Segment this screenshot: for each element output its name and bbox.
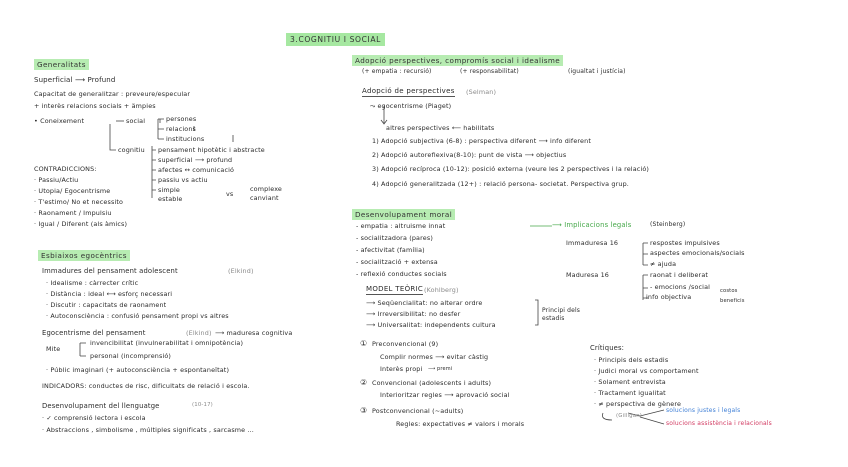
adopcio-stage: 4) Adopció generalitzada (12+) : relació persona- societat. Perspectiva grup.	[372, 180, 629, 188]
adopcio-sub-2: (+ responsabilitat)	[460, 68, 519, 75]
critica-item: · Solament entrevista	[594, 378, 666, 386]
preconvencional-item-1: Complir normes ⟶ evitar càstig	[380, 353, 489, 361]
moral-item: - reflexió conductes socials	[356, 270, 447, 278]
principi-estadis: Principi dels estadis	[542, 307, 581, 322]
contradiccio-item: · Passiu/Actiu	[34, 176, 79, 184]
immaduresa-item-1: respostes impulsives	[650, 239, 720, 247]
model-item-2: ⟶ Irreversibilitat: no desfer	[366, 310, 461, 318]
immadures-item: · Idealisme : càrrecter crític	[46, 279, 139, 287]
adopcio-sub-3: (igualtat i justícia)	[568, 68, 626, 75]
public-imaginari: · Públic imaginari (+ autoconsciència + espontaneïtat)	[46, 366, 230, 374]
immadures-title: Immadures del pensament adolescent	[42, 267, 178, 275]
model-teoric-title: MODEL TEÒRIC	[366, 285, 424, 293]
maduresa-item-2: - emocions /social	[650, 283, 711, 291]
critica-item: · Principis dels estadis	[594, 356, 669, 364]
cognitiu-item-5c: complexe	[250, 185, 283, 193]
model-teoric-source: (Kohlberg)	[424, 286, 459, 294]
preconvencional-title: Preconvencional (9)	[372, 340, 439, 348]
perspectives-title: Adopció de perspectives	[362, 87, 455, 95]
moral-item: - empatia : altruisme innat	[356, 222, 446, 230]
cognitiu-item-5a: simple	[158, 186, 180, 194]
heading-adopcio: Adopció perspectives, compromís social i idealisme	[352, 55, 563, 66]
gilligan-label: (Gilligan)	[616, 413, 643, 419]
maduresa-beneficis: beneficis	[720, 298, 745, 304]
coneixement-label: • Coneixement	[34, 117, 85, 125]
mite-label: Mite	[46, 345, 61, 353]
implicacions-title: ⟶ Implicacions legals	[552, 221, 632, 229]
immadures-source: (Elkind)	[228, 267, 254, 275]
relacions-label: relacions	[166, 125, 197, 133]
contradiccio-item: · Raonament / Impulsiu	[34, 209, 112, 217]
gilligan-item-2: solucions assistència i relacionals	[666, 420, 772, 427]
mite-item-1: invencibilitat (invulnerabilitat i omnipotència)	[90, 339, 244, 347]
preconvencional-item-3: ⟶ premi	[428, 366, 453, 372]
critica-item: · Judici moral vs comportament	[594, 367, 699, 375]
maduresa-item-3: info objectiva	[646, 293, 692, 301]
immadures-item: · Discutir : capacitats de raonament	[46, 301, 167, 309]
vs-label: vs	[226, 190, 234, 198]
immaduresa-item-3: ≠ ajuda	[650, 260, 677, 268]
cognitiu-item-2: superficial ⟶ profund	[158, 156, 233, 164]
immadures-item: · Distància : ideal ⟷ esforç necessari	[46, 290, 173, 298]
model-item-1: ⟶ Seqüencialitat: no alterar ordre	[366, 299, 483, 307]
convencional-item-1: Interioritzar regles ⟶ aprovació social	[380, 391, 510, 399]
heading-moral: Desenvolupament moral	[352, 209, 455, 220]
contradiccions-title: CONTRADICCIONS:	[34, 165, 97, 173]
model-item-3: ⟶ Universalitat: independents cultura	[366, 321, 496, 329]
stage-2-icon: ②	[360, 378, 368, 387]
immaduresa-item-2: aspectes emocionals/socials	[650, 249, 745, 257]
critica-item: · Tractament igualitat	[594, 389, 666, 397]
page-title: 3.COGNITIU I SOCIAL	[286, 33, 385, 46]
cognitiu-item-5d: canviant	[250, 194, 279, 202]
contradiccio-item: · Utopia/ Egocentrisme	[34, 187, 111, 195]
critica-item: · ≠ perspectiva de gènere	[594, 400, 682, 408]
heading-generalitats: Generalitats	[34, 59, 89, 70]
mite-item-2: personal (incomprensió)	[90, 352, 172, 360]
altres-perspectives: altres perspectives ⟵ habilitats	[386, 124, 495, 132]
stage-1-icon: ①	[360, 339, 368, 348]
perspectives-source: (Selman)	[466, 88, 497, 96]
cognitiu-item-4: passiu vs actiu	[158, 176, 208, 184]
adopcio-sub-1: (+ empatia : recursió)	[362, 68, 432, 75]
adopcio-stage: 3) Adopció recíproca (10-12): posició externa (veure les 2 perspectives i la relació)	[372, 165, 650, 173]
cognitiu-label: cognitiu	[118, 146, 145, 154]
llenguatge-item-2: · Abstraccions , simbolisme , múltiples significats , sarcasme ...	[42, 426, 254, 434]
adopcio-stage: 2) Adopció autoreflexiva(8-10): punt de vista ⟶ objectius	[372, 151, 567, 159]
egocentrisme-title: Egocentrisme del pensament	[42, 329, 146, 337]
persones-label: persones	[166, 115, 197, 123]
critiques-title: Crítiques:	[590, 344, 625, 352]
egocentrisme-arrow: ⟶ maduresa cognitiva	[215, 329, 293, 337]
adopcio-stage: 1) Adopció subjectiva (6-8) : perspectiva diferent ⟶ info diferent	[372, 137, 591, 145]
immadures-item: · Autoconsciència : confusió pensament propi vs altres	[46, 312, 229, 320]
cognitiu-item-5b: estable	[158, 195, 183, 203]
contradiccio-item: · T'estimo/ No et necessito	[34, 198, 124, 206]
maduresa-costos: costos	[720, 288, 738, 294]
postconvencional-title: Postconvencional (~adults)	[372, 407, 464, 415]
egocentrisme-piaget: ⤳ egocentrisme (Piaget)	[370, 102, 452, 110]
generalitats-line-1: Superficial ⟶ Profund	[34, 76, 116, 84]
llenguatge-source: (10-17)	[192, 402, 213, 408]
indicadors: INDICADORS: conductes de risc, dificultats de relació i escola.	[42, 382, 250, 390]
moral-item: - socialització + extensa	[356, 258, 438, 266]
convencional-title: Convencional (adolescents i adults)	[372, 379, 492, 387]
llenguatge-title: Desenvolupament del llenguatge	[42, 402, 160, 410]
moral-item: - socialitzadora (pares)	[356, 234, 433, 242]
institucions-label: institucions	[166, 135, 205, 143]
maduresa-16: Maduresa 16	[566, 271, 610, 279]
contradiccio-item: · Igual / Diferent (als àmics)	[34, 220, 128, 228]
stage-3-icon: ③	[360, 406, 368, 415]
maduresa-item-1: raonat i deliberat	[650, 271, 709, 279]
llenguatge-item-1: · ✓ comprensió lectora i escola	[42, 414, 146, 422]
heading-biaixos: Esbiaixos egocèntrics	[38, 250, 130, 261]
preconvencional-item-2: Interès propi	[380, 365, 423, 373]
social-label: social	[126, 117, 146, 125]
generalitats-line-2: Capacitat de generalitzar : preveure/especular	[34, 90, 191, 98]
immaduresa-16: Immaduresa 16	[566, 239, 619, 247]
cognitiu-item-3: afectes ↔ comunicació	[158, 166, 235, 174]
cognitiu-item-1: pensament hipotètic i abstracte	[158, 146, 265, 154]
egocentrisme-source: (Elkind)	[186, 329, 212, 337]
gilligan-item-1: solucions justes i legals	[666, 407, 741, 414]
implicacions-source: (Steinberg)	[650, 221, 686, 228]
postconvencional-item-1: Regles: expectatives ≠ valors i morals	[396, 420, 525, 428]
generalitats-line-3: + interès relacions socials + ämpies	[34, 102, 156, 110]
moral-item: - afectivitat (família)	[356, 246, 425, 254]
